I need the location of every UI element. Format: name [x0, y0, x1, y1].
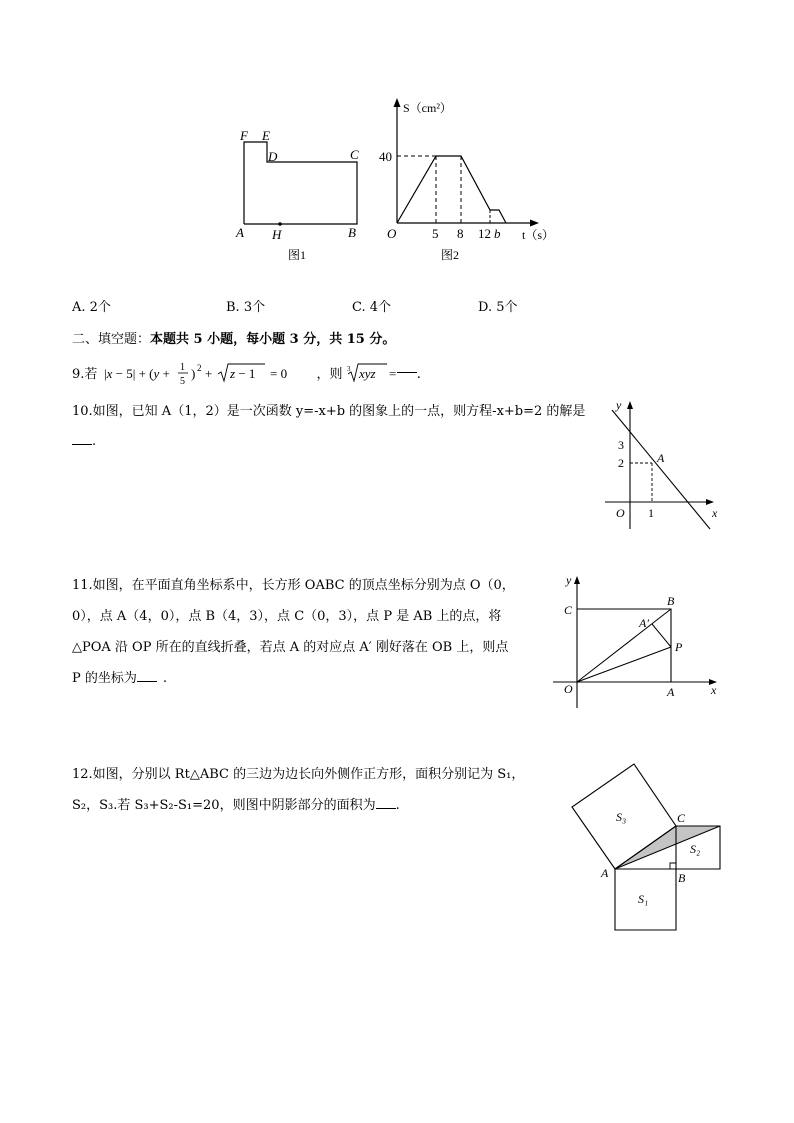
q9-formula: [102, 358, 317, 388]
q11-segment-ob: [577, 609, 671, 682]
q11-label-c: C: [564, 603, 573, 617]
q11-label-a: A: [667, 685, 675, 699]
fig2-x-tick-b: b: [494, 226, 501, 241]
section-2-title: 本题共 5 小题，每小题 3 分，共 15 分。: [150, 332, 396, 347]
q11-label-b: B: [667, 594, 675, 608]
figure-1-outline: [244, 142, 357, 224]
label-e: E: [262, 128, 270, 143]
q11-x-label: x: [711, 683, 717, 697]
q12-label-a: A: [601, 866, 609, 880]
svg-text:z − 1: z − 1: [229, 366, 255, 381]
svg-text:1: 1: [179, 362, 185, 373]
q11-figure: [548, 570, 728, 710]
q10-x-label: x: [712, 506, 718, 520]
q11-answer-blank[interactable]: [137, 680, 157, 682]
q9-answer-blank[interactable]: [397, 371, 417, 373]
q11-segment-a2p: [652, 624, 671, 647]
q12-right-angle-mark: [670, 863, 676, 869]
q12-answer-blank[interactable]: [376, 807, 396, 809]
question-12-line-1: 12.如图，分别以 Rt△ABC 的三边为边长向外侧作正方形，面积分别记为 S₁，: [72, 767, 525, 782]
section-2-prefix: 二、填空题：: [72, 332, 151, 347]
q10-figure: [600, 395, 730, 535]
q12-label-s2: S₂: [690, 842, 701, 856]
question-11-line-3: △POA 沿 OP 所在的直线折叠，若点 A 的对应点 A′ 刚好落在 OB 上，则点: [72, 640, 509, 655]
section-2-heading: [72, 328, 395, 347]
label-c: C: [350, 147, 359, 162]
svg-text:=: =: [388, 366, 397, 381]
q10-tick-3: 3: [618, 438, 624, 452]
label-f: F: [240, 128, 248, 143]
fig2-x-label: t（s）: [522, 228, 555, 242]
fig2-y-arrow: [394, 98, 401, 107]
q11-origin: O: [564, 682, 573, 696]
q11-y-arrow: [574, 576, 580, 584]
q10-tick-2: 2: [618, 456, 624, 470]
choice-b: B. 3个: [226, 300, 266, 315]
svg-text:|x − 5| + (y +: |x − 5| + (y +: [103, 366, 170, 381]
choice-c: C. 4个: [352, 300, 392, 315]
label-b: B: [348, 225, 356, 240]
svg-text:= 0: = 0: [269, 366, 287, 381]
svg-text:): ): [190, 366, 195, 381]
q11-line-4-text: P 的坐标为: [72, 671, 137, 686]
q12-label-s1: S₁: [638, 892, 649, 906]
q10-end: .: [92, 434, 97, 449]
choice-d: D. 5个: [478, 300, 518, 315]
fig2-y-label: S（cm²）: [403, 101, 452, 115]
q10-point-a: A: [657, 451, 665, 465]
svg-text:3: 3: [346, 365, 351, 373]
label-a: A: [236, 225, 244, 240]
question-12-line-2: [72, 794, 400, 813]
question-11-line-1: 11.如图，在平面直角坐标系中，长方形 OABC 的顶点坐标分别为点 O（0，: [72, 578, 515, 593]
q11-end: .: [162, 671, 168, 686]
choice-a: A. 2个: [72, 300, 111, 315]
svg-text:+: +: [204, 366, 212, 381]
fig2-x-tick-12: 12: [478, 226, 491, 241]
figure-2-caption: 图2: [441, 248, 460, 262]
q11-y-label: y: [566, 573, 572, 587]
svg-text:5: 5: [179, 376, 185, 387]
q11-segment-op: [577, 647, 671, 682]
q10-origin: O: [616, 506, 625, 520]
q10-y-arrow: [627, 401, 633, 409]
q10-y-label: y: [616, 398, 622, 412]
question-10-line-2: [72, 434, 96, 449]
q12-label-c: C: [677, 811, 686, 825]
figure-1-caption: 图1: [288, 248, 307, 262]
question-11-line-2: 0），点 A（4，0），点 B（4，3），点 C（0，3），点 P 是 AB 上的点，将: [72, 609, 502, 624]
q12-figure: [565, 760, 735, 940]
q9-cube-root: [347, 358, 397, 388]
question-10-line-1: 10.如图，已知 A（1，2）是一次函数 y=-x+b 的图象上的一点，则方程-x+b=2 的解是: [72, 404, 586, 419]
q10-line: [612, 410, 710, 529]
label-d: D: [268, 149, 278, 164]
svg-text:xyz: xyz: [358, 366, 376, 381]
q11-label-p: P: [675, 640, 683, 654]
question-9: [72, 358, 421, 388]
q10-x-arrow: [706, 499, 714, 505]
fig2-x-tick-5: 5: [432, 226, 439, 241]
q12-label-s3: S₃: [616, 810, 627, 824]
q9-end: .: [416, 367, 421, 382]
label-h: H: [272, 227, 282, 242]
figure-1: [228, 120, 378, 265]
q12-end: .: [395, 798, 400, 813]
fig2-origin: O: [387, 226, 397, 241]
fig2-y-tick-40: 40: [379, 149, 392, 164]
fig2-x-tick-8: 8: [457, 226, 464, 241]
figure-2: [375, 95, 565, 265]
point-h: [278, 222, 282, 226]
q10-tick-1: 1: [648, 506, 654, 520]
q10-answer-blank[interactable]: [72, 443, 92, 445]
q9-number: 9.若: [72, 367, 98, 382]
q9-then: ，则: [316, 367, 343, 382]
q11-label-a2: A′: [639, 616, 649, 630]
q12-label-b: B: [678, 871, 686, 885]
svg-text:2: 2: [196, 363, 202, 373]
q12-line-2-text: S₂，S₃.若 S₃+S₂-S₁=20，则图中阴影部分的面积为: [72, 798, 376, 813]
fig2-x-arrow: [530, 220, 539, 227]
question-11-line-4: [72, 667, 167, 686]
